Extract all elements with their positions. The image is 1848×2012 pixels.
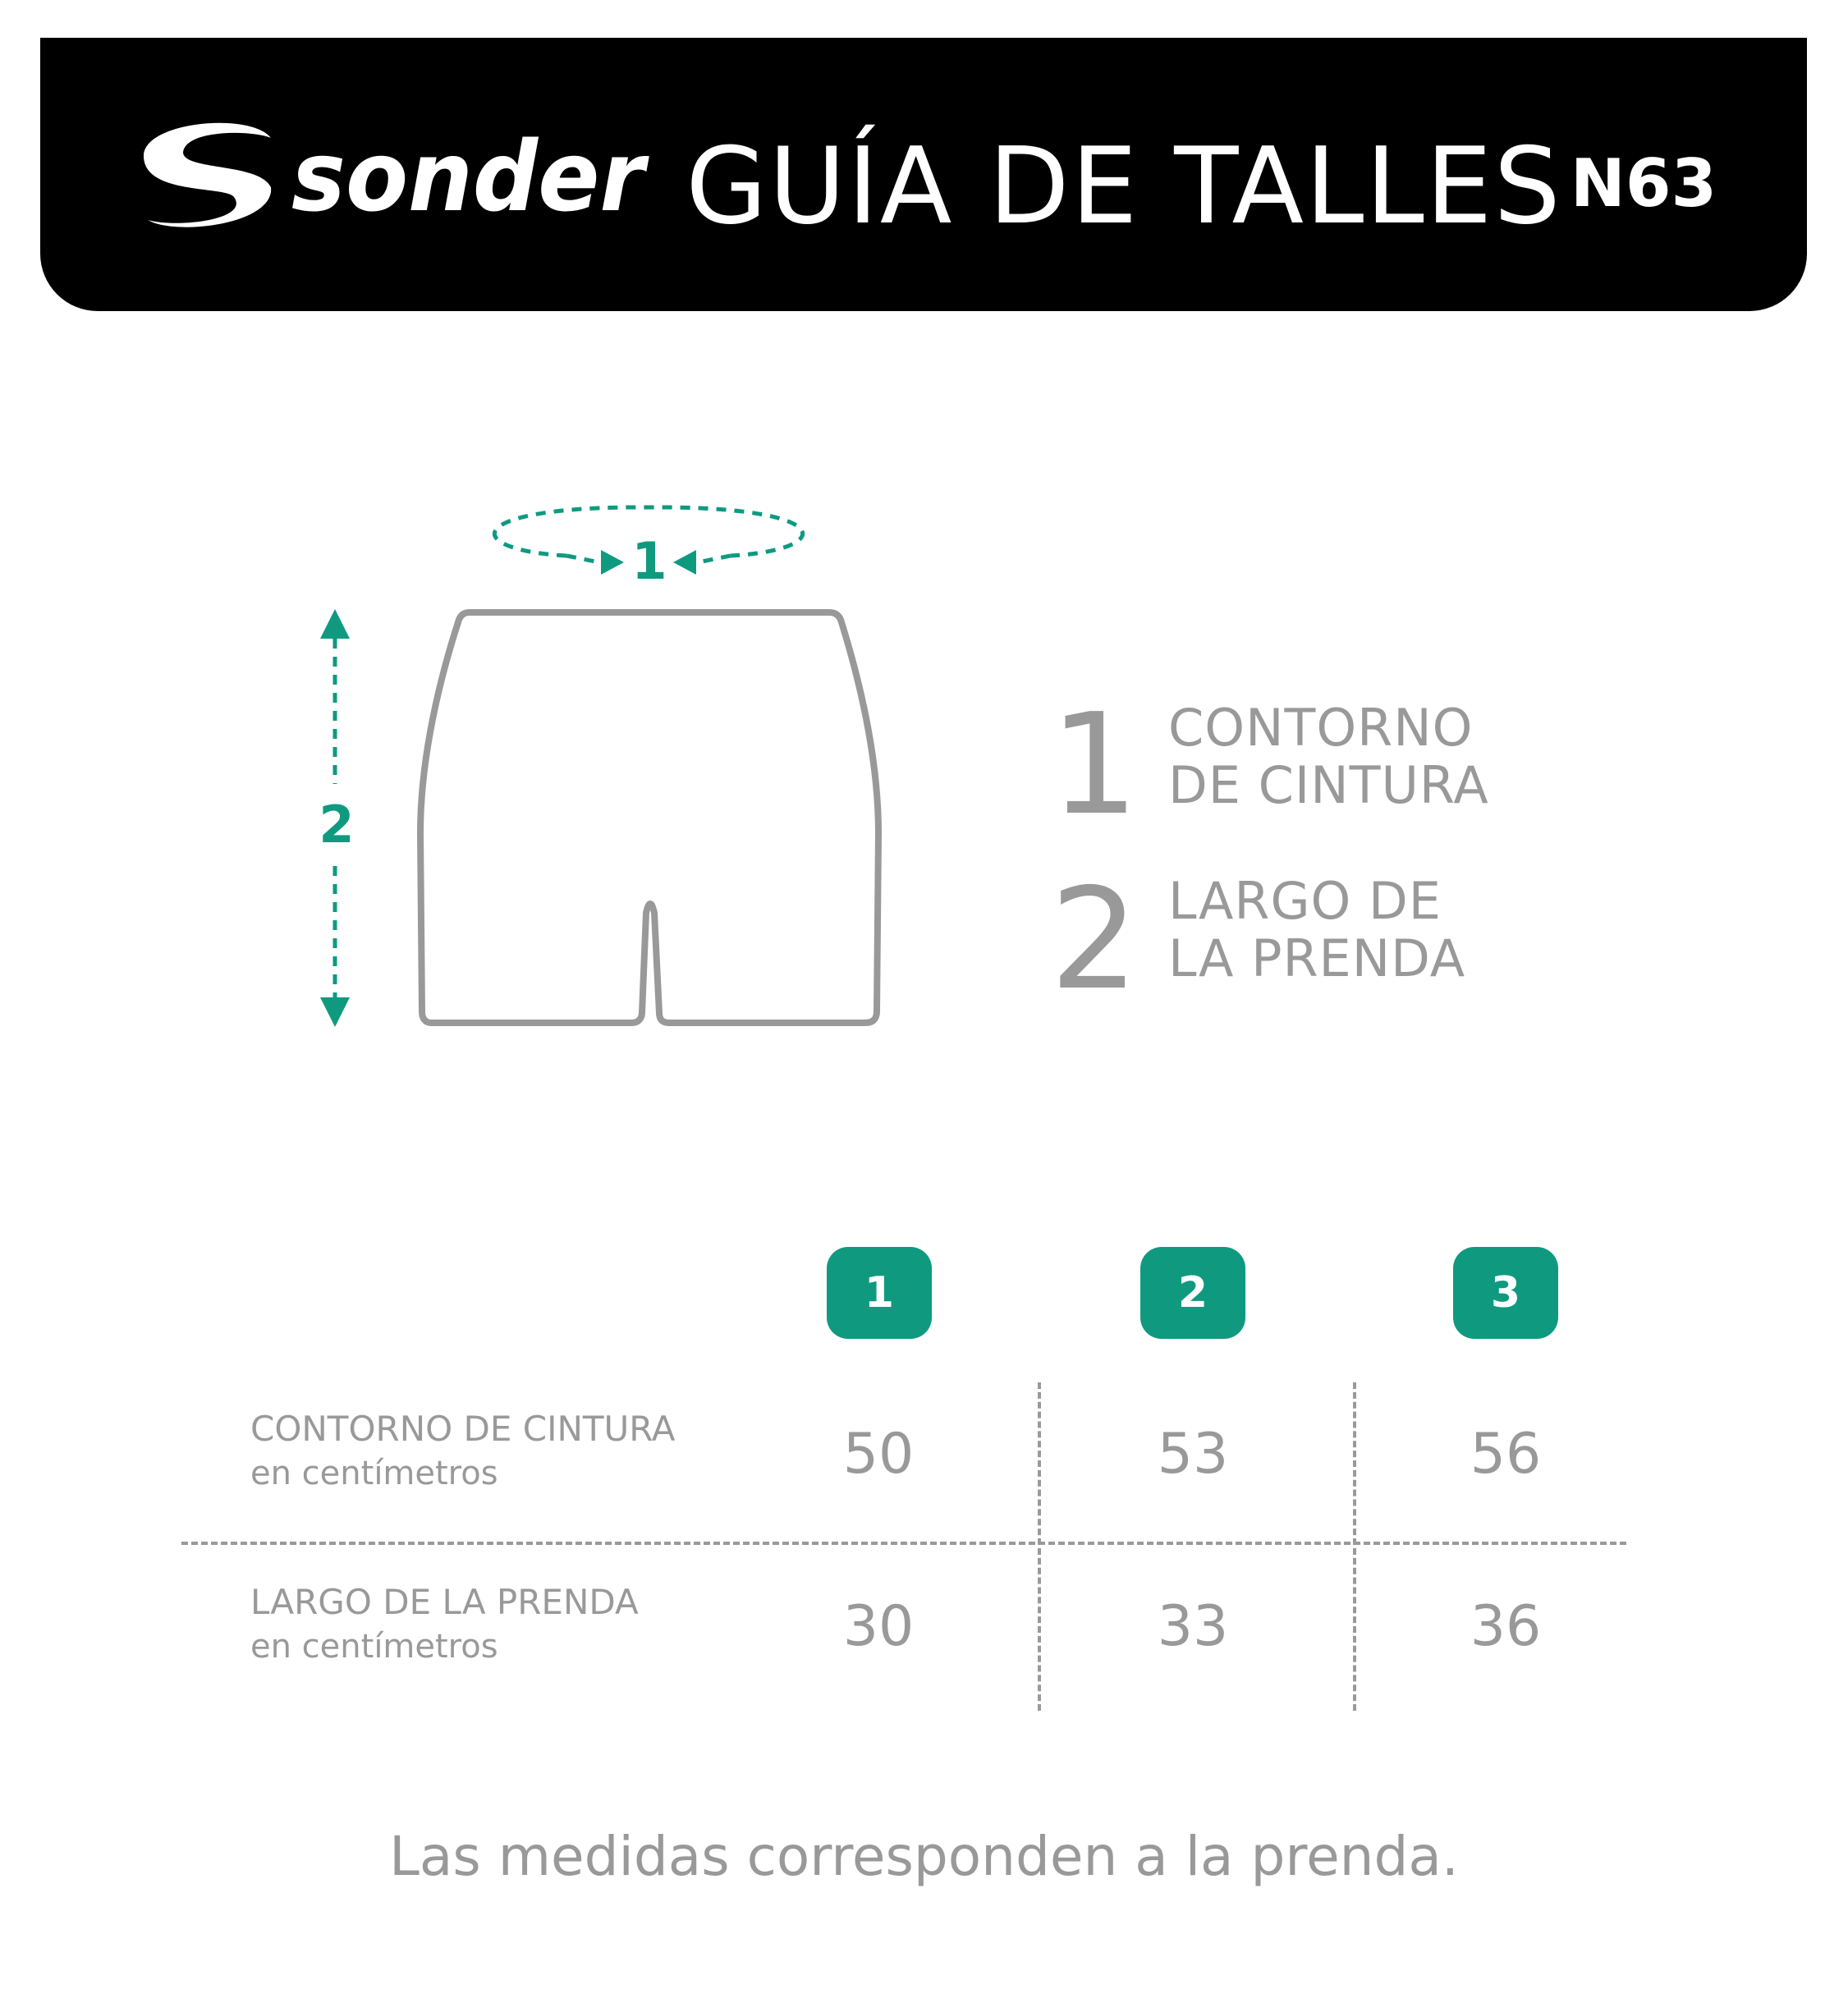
- size-badge-2: 2: [1140, 1247, 1245, 1339]
- legend-1-line2: DE CINTURA: [1168, 755, 1489, 815]
- cell-waist-size-2: 53: [1157, 1422, 1229, 1487]
- legend-2-line1: LARGO DE: [1168, 871, 1442, 931]
- row-label-length-title: LARGO DE LA PRENDA: [250, 1582, 639, 1622]
- sonder-logo: [127, 105, 661, 245]
- row-label-waist: [250, 1407, 676, 1496]
- brand-wordmark: sonder: [291, 120, 650, 233]
- column-divider-1: [1038, 1382, 1041, 1711]
- arrow-head-right-icon: [601, 550, 624, 575]
- waist-marker-label: 1: [631, 531, 667, 591]
- sonder-logo-mark-icon: [144, 123, 271, 227]
- row-divider: [181, 1542, 1626, 1545]
- column-divider-2: [1353, 1382, 1356, 1711]
- length-marker-label: 2: [319, 795, 355, 855]
- shorts-outline: [420, 612, 878, 1023]
- legend-number-1: 1: [1049, 684, 1140, 846]
- cell-waist-size-3: 56: [1470, 1422, 1542, 1487]
- cell-length-size-1: 30: [842, 1594, 915, 1659]
- legend-2-line2: LA PRENDA: [1168, 928, 1466, 988]
- row-label-length-unit: en centímetros: [250, 1628, 498, 1666]
- row-label-waist-unit: en centímetros: [250, 1455, 498, 1492]
- waist-measure-indicator: [494, 507, 802, 591]
- header-bar: [40, 38, 1807, 311]
- cell-length-size-3: 36: [1470, 1594, 1542, 1659]
- footnote: Las medidas corresponden a la prenda.: [389, 1825, 1459, 1888]
- legend-number-2: 2: [1049, 859, 1140, 1021]
- cell-waist-size-1: 50: [842, 1422, 915, 1487]
- arrow-head-left-icon: [673, 550, 696, 575]
- arrow-down-icon: [320, 997, 350, 1027]
- row-label-length: [250, 1580, 639, 1669]
- length-measure-indicator: [319, 609, 354, 1027]
- product-code: N63: [1570, 145, 1717, 222]
- arrow-right-icon: [566, 556, 599, 562]
- arrow-up-icon: [320, 609, 350, 639]
- size-badge-3: 3: [1453, 1247, 1558, 1339]
- row-label-waist-title: CONTORNO DE CINTURA: [250, 1409, 676, 1449]
- size-badge-1: 1: [827, 1247, 932, 1339]
- page-title: GUÍA DE TALLES: [686, 126, 1562, 248]
- legend-1-line1: CONTORNO: [1168, 698, 1474, 758]
- cell-length-size-2: 33: [1157, 1594, 1229, 1659]
